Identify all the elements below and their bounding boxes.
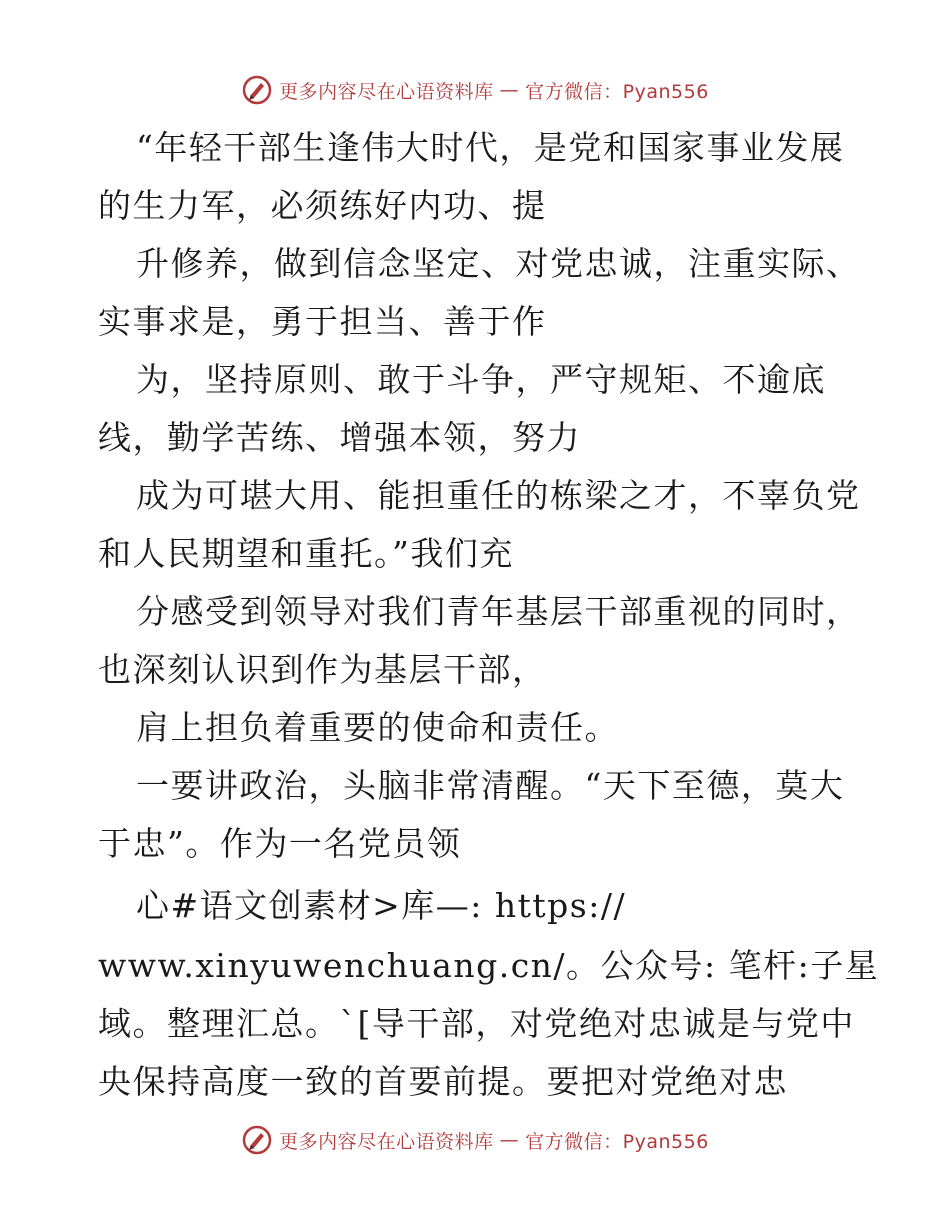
footer-banner-content xyxy=(241,1124,709,1156)
text-line: 分感受到领导对我们青年基层干部重视的同时， xyxy=(136,592,861,631)
banner-wechat-text: 官方微信：Pyan556 xyxy=(525,1130,709,1153)
text-line: www.xinyuwenchuang.cn/。公众号: 笔杆:子星 xyxy=(98,946,880,985)
pen-logo-icon xyxy=(241,74,273,106)
banner-main-text: 更多内容尽在心语资料库 xyxy=(279,80,494,103)
banner-separator: — xyxy=(499,1129,520,1151)
text-line: 心#语文创素材>库—: https:// xyxy=(136,886,627,925)
text-line: 于忠”。作为一名党员领 xyxy=(98,824,462,863)
header-banner-content xyxy=(241,74,709,106)
text-line: 域。整理汇总。`[导干部，对党绝对忠诚是与党中 xyxy=(98,1004,855,1043)
text-line: 和人民期望和重托。”我们充 xyxy=(98,534,514,573)
banner-wechat-text: 官方微信：Pyan556 xyxy=(525,80,709,103)
text-line: 线，勤学苦练、增强本领，努力 xyxy=(98,418,581,457)
text-line: 肩上担负着重要的使命和责任。 xyxy=(136,708,619,747)
text-line: 实事求是，勇于担当、善于作 xyxy=(98,302,547,341)
footer-banner xyxy=(0,1120,950,1160)
text-line: 也深刻认识到作为基层干部， xyxy=(98,650,547,689)
banner-separator: — xyxy=(499,79,520,101)
text-line: 成为可堪大用、能担重任的栋梁之才，不辜负党 xyxy=(136,476,861,515)
text-line: 的生力军，必须练好内功、提 xyxy=(98,186,547,225)
text-line: “年轻干部生逢伟大时代，是党和国家事业发展 xyxy=(136,128,845,167)
text-line: 一要讲政治，头脑非常清醒。“天下至德，莫大 xyxy=(136,766,845,805)
text-line: 央保持高度一致的首要前提。要把对党绝对忠 xyxy=(98,1062,788,1101)
text-line: 升修养，做到信念坚定、对党忠诚，注重实际、 xyxy=(136,244,861,283)
header-banner xyxy=(0,70,950,110)
text-line: 为，坚持原则、敢于斗争，严守规矩、不逾底 xyxy=(136,360,826,399)
pen-logo-icon xyxy=(241,1124,273,1156)
banner-main-text: 更多内容尽在心语资料库 xyxy=(279,1130,494,1153)
